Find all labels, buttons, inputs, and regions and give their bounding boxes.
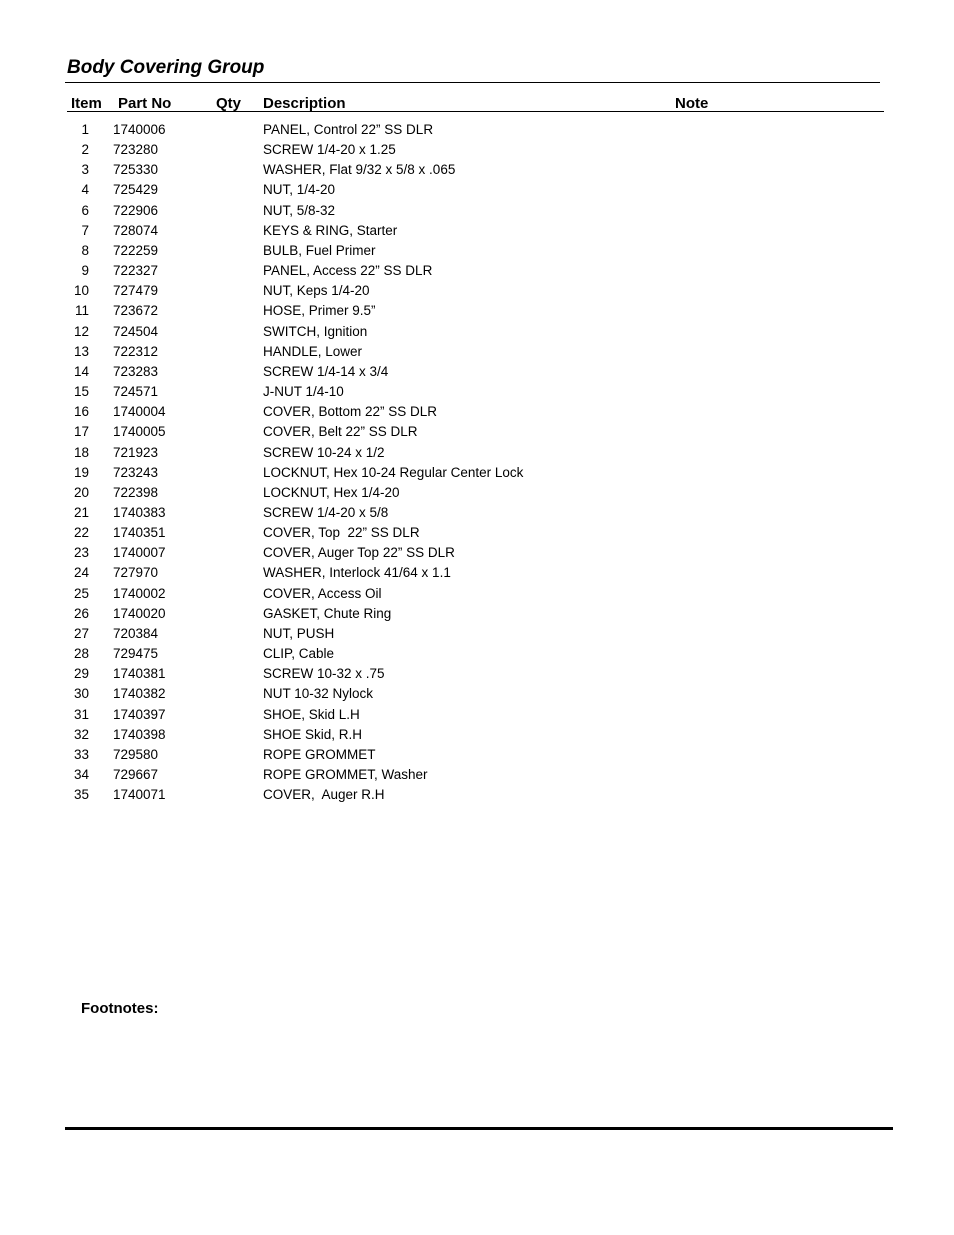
header-divider	[67, 111, 884, 112]
table-row	[0, 140, 954, 160]
description: ROPE GROMMET, Washer	[263, 767, 428, 782]
part-number: 1740007	[113, 545, 166, 561]
bottom-divider	[65, 1127, 893, 1130]
parts-list	[0, 120, 954, 805]
part-number: 729580	[113, 746, 159, 762]
table-row	[0, 503, 954, 523]
description: SHOE Skid, R.H	[263, 726, 363, 742]
description: COVER, Top 22” SS DLR	[263, 525, 420, 541]
table-row	[0, 684, 954, 704]
table-row	[0, 563, 954, 583]
part-number: 1740351	[113, 525, 166, 541]
description: GASKET, Chute Ring	[263, 605, 392, 621]
part-number: 722327	[113, 263, 159, 279]
part-number: 722312	[113, 343, 159, 359]
description: COVER, Access Oil	[263, 585, 382, 601]
table-row	[0, 241, 954, 261]
item-number: 6	[81, 202, 89, 218]
column-header-qty: Qty	[216, 95, 242, 112]
table-row	[0, 120, 954, 140]
description: SCREW 1/4-14 x 3/4	[263, 363, 389, 379]
part-number: 728074	[113, 222, 159, 238]
description: PANEL, Control 22” SS DLR	[263, 122, 434, 137]
part-number: 729667	[113, 767, 159, 782]
item-number: 32	[73, 726, 89, 742]
description: SWITCH, Ignition	[263, 323, 368, 339]
part-number: 725429	[113, 182, 159, 198]
item-number: 28	[73, 646, 89, 662]
description: LOCKNUT, Hex 10-24 Regular Center Lock	[263, 464, 524, 480]
description: NUT, Keps 1/4-20	[263, 283, 370, 299]
item-number: 4	[81, 182, 89, 198]
description: NUT, 5/8-32	[263, 202, 336, 218]
part-number: 1740006	[113, 122, 166, 137]
part-number: 1740398	[113, 726, 166, 742]
description: KEYS & RING, Starter	[263, 222, 398, 238]
table-row	[0, 624, 954, 644]
column-header-part-no: Part No	[118, 95, 172, 112]
description: COVER, Bottom 22” SS DLR	[263, 404, 438, 420]
table-row	[0, 584, 954, 604]
item-number: 26	[73, 605, 89, 621]
description: SHOE, Skid L.H	[263, 706, 360, 722]
item-number: 15	[73, 384, 89, 400]
part-number: 723672	[113, 303, 159, 319]
item-number: 12	[73, 323, 89, 339]
description: SCREW 1/4-20 x 5/8	[263, 504, 389, 520]
description: PANEL, Access 22” SS DLR	[263, 263, 433, 279]
description: HOSE, Primer 9.5”	[263, 303, 376, 319]
description: NUT, 1/4-20	[263, 182, 336, 198]
table-row	[0, 422, 954, 442]
item-number: 22	[73, 525, 89, 541]
description: BULB, Fuel Primer	[263, 242, 376, 258]
table-row	[0, 705, 954, 725]
part-number: 724504	[113, 323, 159, 339]
item-number: 27	[73, 625, 89, 641]
part-number: 1740005	[113, 424, 166, 440]
table-row	[0, 160, 954, 180]
table-row	[0, 221, 954, 241]
part-number: 721923	[113, 444, 159, 460]
item-number: 10	[73, 283, 89, 299]
footnotes-label: Footnotes:	[81, 1000, 159, 1017]
part-number: 727970	[113, 565, 159, 581]
description: NUT 10-32 Nylock	[263, 686, 374, 702]
table-row	[0, 281, 954, 301]
part-number: 722259	[113, 242, 159, 258]
item-number: 14	[73, 363, 89, 379]
table-row	[0, 644, 954, 664]
description: SCREW 10-24 x 1/2	[263, 444, 385, 460]
item-number: 1	[81, 122, 89, 137]
part-number: 722906	[113, 202, 159, 218]
description: J-NUT 1/4-10	[263, 384, 344, 400]
description: WASHER, Interlock 41/64 x 1.1	[263, 565, 451, 581]
table-row	[0, 201, 954, 221]
description: HANDLE, Lower	[263, 343, 363, 359]
table-row	[0, 463, 954, 483]
table-row	[0, 180, 954, 200]
table-row	[0, 745, 954, 765]
part-number: 1740381	[113, 666, 166, 682]
description: LOCKNUT, Hex 1/4-20	[263, 484, 400, 500]
table-row	[0, 483, 954, 503]
part-number: 1740071	[113, 787, 166, 803]
item-number: 11	[74, 303, 89, 319]
description: COVER, Belt 22” SS DLR	[263, 424, 418, 440]
part-number: 724571	[113, 384, 159, 400]
item-number: 18	[73, 444, 89, 460]
item-number: 8	[81, 242, 89, 258]
description: COVER, Auger R.H	[263, 787, 385, 803]
item-number: 17	[73, 424, 89, 440]
table-row	[0, 322, 954, 342]
table-row	[0, 382, 954, 402]
page-title: Body Covering Group	[67, 57, 265, 78]
part-number: 725330	[113, 162, 159, 178]
table-row	[0, 523, 954, 543]
table-row	[0, 664, 954, 684]
item-number: 20	[73, 484, 89, 500]
item-number: 25	[73, 585, 89, 601]
item-number: 31	[73, 706, 89, 722]
column-header-note: Note	[675, 95, 709, 112]
item-number: 34	[73, 767, 89, 782]
part-number: 720384	[113, 625, 159, 641]
table-row	[0, 543, 954, 563]
part-number: 1740004	[113, 404, 166, 420]
part-number: 1740382	[113, 686, 166, 702]
part-number: 723283	[113, 363, 159, 379]
item-number: 7	[81, 222, 89, 238]
title-divider	[65, 82, 880, 83]
item-number: 13	[73, 343, 89, 359]
table-row	[0, 301, 954, 321]
table-row	[0, 261, 954, 281]
item-number: 24	[73, 565, 89, 581]
table-row	[0, 765, 954, 785]
item-number: 3	[81, 162, 89, 178]
item-number: 21	[73, 504, 89, 520]
table-row	[0, 342, 954, 362]
table-row	[0, 402, 954, 422]
part-number: 727479	[113, 283, 159, 299]
description: SCREW 1/4-20 x 1.25	[263, 142, 396, 158]
table-row	[0, 604, 954, 624]
description: NUT, PUSH	[263, 625, 335, 641]
description: COVER, Auger Top 22” SS DLR	[263, 545, 455, 561]
part-number: 1740383	[113, 504, 166, 520]
description: ROPE GROMMET	[263, 746, 376, 762]
item-number: 2	[81, 142, 89, 158]
description: WASHER, Flat 9/32 x 5/8 x .065	[263, 162, 456, 178]
part-number: 729475	[113, 646, 159, 662]
part-number: 1740397	[113, 706, 166, 722]
table-row	[0, 362, 954, 382]
table-row	[0, 785, 954, 805]
item-number: 29	[73, 666, 89, 682]
item-number: 33	[73, 746, 89, 762]
item-number: 23	[73, 545, 89, 561]
description: SCREW 10-32 x .75	[263, 666, 385, 682]
part-number: 1740020	[113, 605, 166, 621]
part-number: 723243	[113, 464, 159, 480]
item-number: 9	[81, 263, 89, 279]
column-header-item: Item	[71, 95, 102, 112]
table-row	[0, 725, 954, 745]
description: CLIP, Cable	[263, 646, 335, 662]
item-number: 30	[73, 686, 89, 702]
part-number: 723280	[113, 142, 159, 158]
item-number: 19	[73, 464, 89, 480]
table-row	[0, 443, 954, 463]
part-number: 1740002	[113, 585, 166, 601]
part-number: 722398	[113, 484, 159, 500]
item-number: 16	[73, 404, 89, 420]
column-header-description: Description	[263, 95, 346, 112]
item-number: 35	[73, 787, 89, 803]
